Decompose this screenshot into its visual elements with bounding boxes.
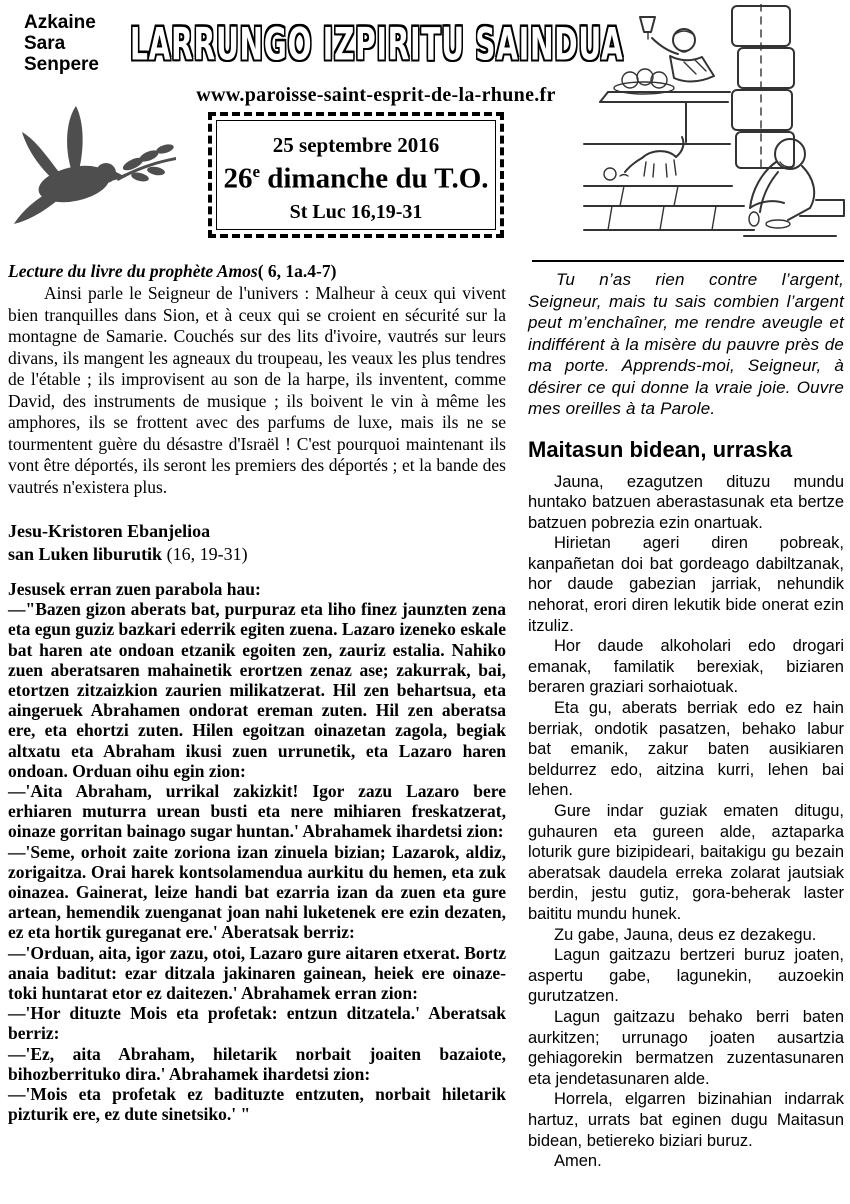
gospel-paragraph: —"Bazen gizon aberats bat, purpuraz eta liho finez jaunzten zena eta egun guziz bazkari ederrik egiten zuena. Lazaro izeneko eskale bat haren ate ondoan etzanik egoiten zen, zauriz estalia. Nahiko zuen aberatsaren mahainetik erortzen zenaz ase; zakurrak, bai, etortzen zitzaizkion zaurien milikatzerat. Hil zen behartsua, eta aingeruek Abrahamen ondorat ereman zuten. Hil zen aberatsa ere, eta ehortzi zuten. Hilen egoitzan oinazetan zagola, begiak altxatu eta Abraham ikusi zuen urrunetik, eta Lazaro haren ondoan. Orduan oihu egin zion: <box>8 599 506 781</box>
meditation-paragraph: Zu gabe, Jauna, deus ez dezakegu. <box>554 925 817 944</box>
gospel-paragraph: Jesusek erran zuen parabola hau: <box>8 579 261 599</box>
prayer-text: Tu n’as rien contre l’argent, Seigneur, mais tu sais combien l’argent peut m’enchaîner, me rendre aveugle et indifférent à la misère du pauvre près de ma porte. Apprends-moi, Seigneur, à désirer ce qui donne la vraie joie. Ouvre mes oreilles à ta Parole. <box>528 270 844 418</box>
masthead-title: LARRUNGO IZPIRITU SAINDUA <box>130 18 624 70</box>
gospel-heading-line2 <box>8 543 506 566</box>
gospel-reference: St Luc 16,19-31 <box>289 200 423 223</box>
gospel-heading-book: san Luken liburutik <box>8 544 163 564</box>
content-columns <box>8 260 844 1172</box>
meditation-paragraph: Hirietan ageri diren pobreak, kanpañetan doi bat gordeago dabiltzanak, hor daude gabezian jarriak, nehundik nehorat, erori diren lekutik bide onerat ezin itzuliz. <box>528 534 844 635</box>
gospel-paragraph: —'Hor dituzte Mois eta profetak: entzun ditzatela.' Aberatsak berriz: <box>8 1003 506 1044</box>
feast-date-box <box>216 120 496 230</box>
amos-reading-heading <box>8 260 506 282</box>
meditation-paragraph: Hor daude alkoholari edo drogari emanak, familatik berexiak, biziaren beraren graziari sorhaiotuak. <box>528 637 844 697</box>
parish-names <box>24 12 99 75</box>
amos-reading-text: Ainsi parle le Seigneur de l'univers : Malheur à ceux qui vivent bien tranquilles dans Sion, et à ceux qui se croient en sécurité sur la montagne de Samarie. Couchés sur des lits d'ivoire, vautrés sur leurs divans, ils mangent les agneaux du troupeau, les veaux les plus tendres de l'étable ; ils improvisent au son de la harpe, ils inventent, comme David, des instruments de musique ; ils boivent le vin à même les amphores, ils se frottent avec des parfums de luxe, mais ils ne se tourmentent guère du désastre d'Israël ! C'est pourquoi maintenant ils vont être déportés, ils seront les premiers des déportés ; et la bande des vautrés n'existera plus. <box>8 283 506 497</box>
section-title: Maitasun bidean, urraska <box>528 436 793 462</box>
meditation-paragraph: Jauna, ezagutzen dituzu mundu huntako batzuen aberastasunak eta bertze batzuen pobrezia ezin onartuak. <box>528 472 844 532</box>
sunday-ordinal: e <box>252 162 260 181</box>
gospel-heading <box>8 520 506 566</box>
meditation-paragraph: Lagun gaitzazu bertzeri buruz joaten, aspertu gabe, lagunekin, auzoekin gurutzatzen. <box>528 946 844 1006</box>
amos-reading-ref: ( 6, 1a.4-7) <box>257 261 337 281</box>
amos-reading-title: Lecture du livre du prophète Amos <box>8 261 258 281</box>
gospel-paragraph: —'Orduan, aita, igor zazu, otoi, Lazaro gure aitaren etxerat. Bortz anaia baditut: ezar ditzala jakinaren gainean, heiek ere oinaze-toki huntarat etor ez daitezen.' Abrahamek erran zion: <box>8 942 506 1004</box>
sunday-rest: dimanche du T.O. <box>259 162 489 195</box>
meditation-paragraph: Lagun gaitzazu behako berri baten aurkitzen; urrunago joaten ausartzia gehiagorekin bermatzen zuzentasunaren eta jendetasunaren alde. <box>528 1007 844 1088</box>
gospel-paragraph: —'Seme, orhoit zaite zoriona izan zinuela bizian; Lazarok, aldiz, zorigaitza. Orai harek kontsolamendua aurkitu du hemen, eta zuk oinazea. Gainerat, leize handi bat ezarria izan da zuen eta gure artean, hemendik zuenganat joan nahi luketenek ere ezin dezaten, ez eta hortik gureganat ere.' Aberatsak berriz: <box>8 841 506 943</box>
rich-man-and-lazarus-illustration <box>582 4 846 246</box>
gospel-paragraph: —'Ez, aita Abraham, hiletarik norbait joaiten bazaiote, bihozberrituko dira.' Abrahamek ihardetsi zion: <box>8 1043 506 1084</box>
right-column <box>528 260 844 1172</box>
meditation-paragraph: Gure indar guziak ematen ditugu, guhauren eta gureen alde, aztaparka loturik gure bizipideari, baitakigu gu bezain aberatsak daudela erreka zolarat jautsiak berdin, jestu gutiz, gora-beherak laster baititu mundu hunek. <box>528 802 844 923</box>
parish-name: Azkaine <box>24 12 96 33</box>
gospel-heading-ref: (16, 19-31) <box>162 544 248 564</box>
parish-name: Sara <box>24 33 66 54</box>
meditation-text <box>528 472 844 1172</box>
meditation-paragraph: Eta gu, aberats berriak edo ez hain berriak, ondotik pasatzen, behako labur bat emanik, zakur baten ausikiaren beldurrez edo, aitzina kurri, lehen bai lehen. <box>528 699 844 800</box>
gospel-heading-line1: Jesu-Kristoren Ebanjelioa <box>8 521 211 541</box>
gospel-paragraph: —'Mois eta profetak ez badituzte entzuten, norbait hiletarik pizturik ere, ez dute sinetsiko.' " <box>8 1084 506 1125</box>
gospel-paragraph: —'Aita Abraham, urrikal zakizkit! Igor zazu Lazaro bere erhiaren muturra urean busti eta nere mihiaren freskatzerat, oinaze gorritan bainago sugar huntan.' Abrahamek ihardetsi zion: <box>8 781 506 842</box>
feast-date: 25 septembre 2016 <box>272 133 440 157</box>
sunday-number: 26 <box>223 162 253 195</box>
parish-name: Senpere <box>24 54 99 75</box>
website-url: www.paroisse-saint-esprit-de-la-rhune.fr <box>196 84 556 106</box>
meditation-paragraph: Horrela, elgarren bizinahian indarrak hartuz, urrats bat eginen dugu Maitasun bidean, betiereko biziari buruz. <box>528 1090 844 1150</box>
dove-olive-branch-icon <box>12 104 180 234</box>
sunday-title <box>217 162 495 196</box>
left-column <box>8 260 506 1172</box>
column-divider-rule <box>532 260 844 262</box>
gospel-text <box>8 579 506 1124</box>
meditation-paragraph: Amen. <box>554 1152 602 1171</box>
